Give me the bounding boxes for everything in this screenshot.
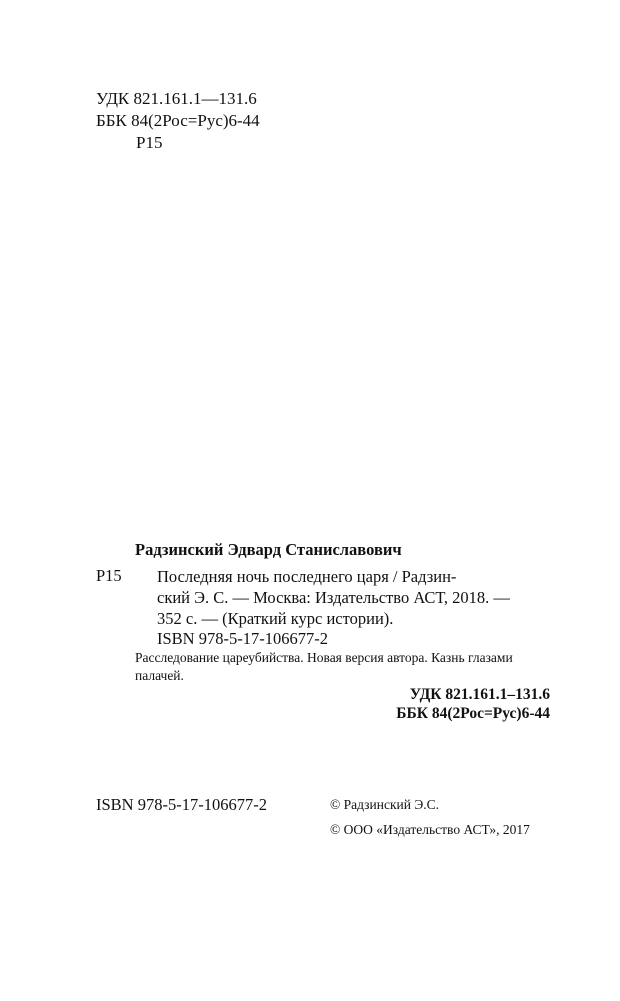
card-udk: УДК 821.161.1–131.6 [409,686,550,703]
card-description-line-3: 352 с. — (Краткий курс истории). [157,609,394,628]
card-annotation: Расследование цареубийства. Новая версия автора. Казнь глазами палачей. [135,650,513,683]
classification-codes [96,88,260,154]
copyright-author: © Радзинский Э.С. [330,797,439,812]
card-description-line-1: Последняя ночь последнего царя / Радзин- [157,567,457,586]
card-author: Радзинский Эдвард Станиславович [135,540,402,559]
footer-isbn: ISBN 978-5-17-106677-2 [96,795,267,814]
card-author-mark: Р15 [96,566,122,585]
card-isbn: ISBN 978-5-17-106677-2 [157,629,328,648]
card-description-line-2: ский Э. С. — Москва: Издательство АСТ, 2018. — [157,588,510,607]
udk-code: УДК 821.161.1—131.6 [96,89,257,108]
card-description [157,566,550,629]
author-mark: Р15 [136,133,163,152]
bbk-code: ББК 84(2Рос=Рус)6-44 [96,111,260,130]
copyright-publisher: © ООО «Издательство АСТ», 2017 [330,822,530,837]
card-bbk: ББК 84(2Рос=Рус)6-44 [396,705,550,722]
